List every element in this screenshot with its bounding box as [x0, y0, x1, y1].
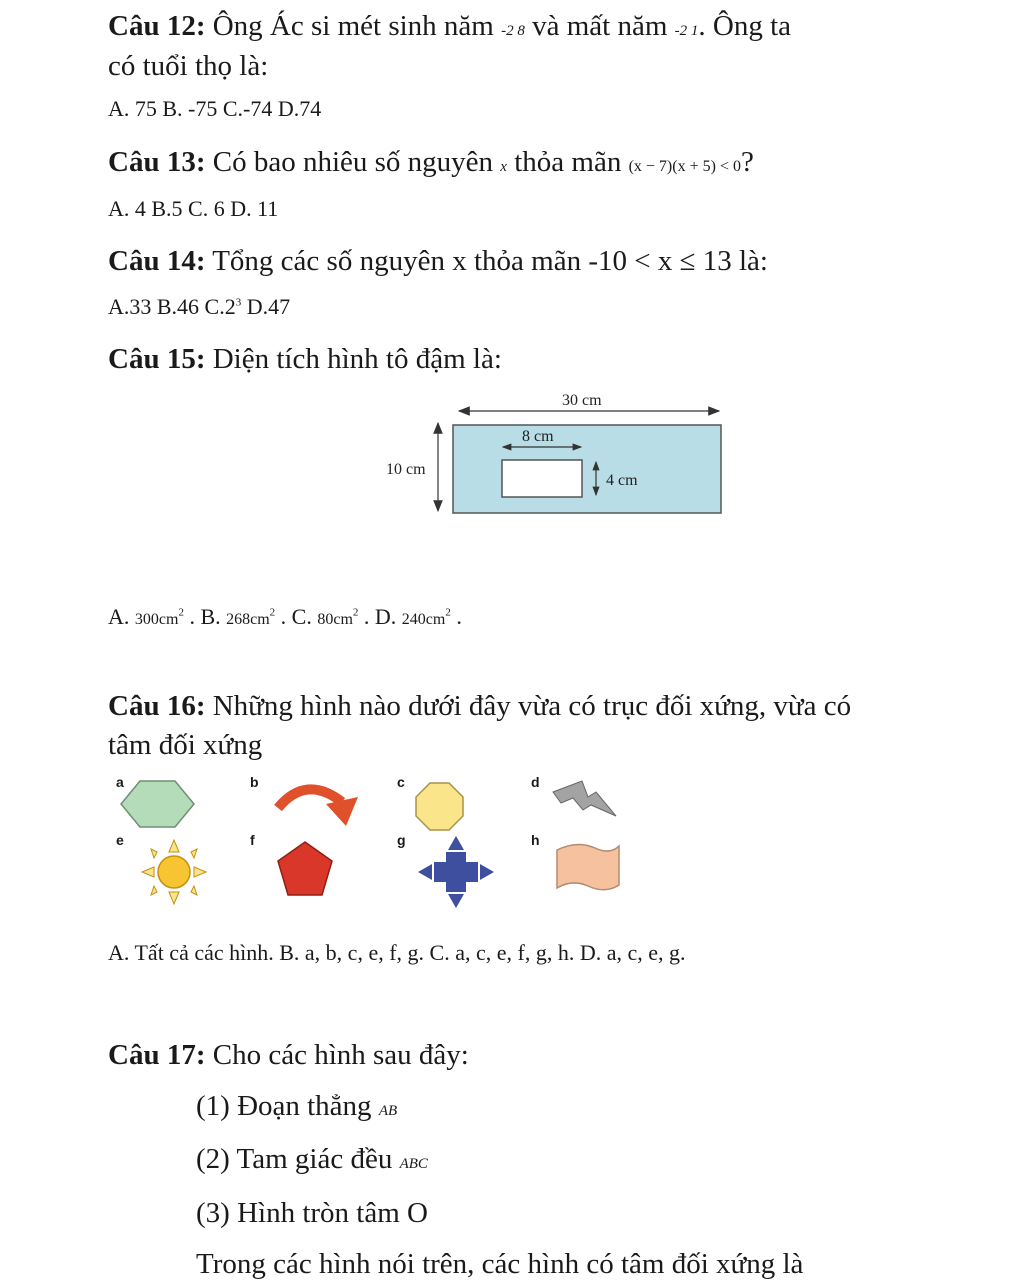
q12-options: A. 75 B. -75 C.-74 D.74	[108, 96, 322, 121]
q14-options-b: D.47	[241, 294, 291, 319]
flag-shape	[557, 844, 619, 889]
hexagon-shape	[121, 781, 194, 827]
inner-width-label: 8 cm	[522, 428, 554, 445]
q15-options	[108, 606, 462, 628]
q16-line1	[108, 692, 851, 721]
q13-options: A. 4 B.5 C. 6 D. 11	[108, 196, 279, 221]
outer-rectangle	[453, 425, 721, 513]
inner-rectangle	[502, 460, 582, 497]
q12-label: Câu 12:	[108, 10, 206, 42]
q14-label: Câu 14:	[108, 245, 206, 277]
q12-text-a: Ông Ác si mét sinh năm	[212, 10, 494, 42]
q13-expr: (x − 7)(x + 5) < 0	[628, 158, 741, 175]
shape-label-f: f	[250, 832, 255, 848]
shape-label-e: e	[116, 832, 124, 848]
q15-opt-c-value: 80cm	[317, 611, 353, 628]
q17-text: Cho các hình sau đây:	[212, 1039, 469, 1071]
q15-text: Diện tích hình tô đậm là:	[212, 343, 502, 375]
q13-var: x	[500, 159, 507, 175]
cross-arrow-shape	[418, 836, 494, 908]
height-label: 10 cm	[386, 461, 426, 478]
q17-label: Câu 17:	[108, 1039, 206, 1071]
q13-text-a: Có bao nhiêu số nguyên	[212, 146, 494, 178]
shape-label-b: b	[250, 774, 259, 790]
q12-year-death: -2 1	[674, 23, 699, 39]
q17-item-3-text: (3) Hình tròn tâm O	[196, 1197, 428, 1229]
q17-item-1-math: AB	[378, 1103, 398, 1119]
q15-label: Câu 15:	[108, 343, 206, 375]
q15-opt-b-value: 268cm	[226, 611, 270, 628]
q15-figure	[370, 385, 740, 525]
q15-opt-d-exp: 2	[445, 606, 451, 619]
pentagon-shape	[278, 842, 332, 895]
q15-opt-d-value: 240cm	[401, 611, 446, 628]
q14-line1	[108, 247, 768, 276]
octagon-shape	[416, 783, 463, 830]
q12-text-c: . Ông ta	[698, 10, 792, 42]
q16-shapes	[120, 770, 640, 915]
q17-item-2-text: (2) Tam giác đều	[196, 1143, 393, 1175]
shape-label-c: c	[397, 774, 405, 790]
q13-label: Câu 13:	[108, 146, 206, 178]
q15-opt-a-suffix: . B.	[189, 604, 221, 629]
q14-text: Tổng các số nguyên x thỏa mãn -10 < x ≤ 13 là:	[212, 245, 768, 277]
q15-opt-a-exp: 2	[178, 606, 184, 619]
shape-label-d: d	[531, 774, 540, 790]
shape-label-a: a	[116, 774, 124, 790]
q14-options	[108, 296, 290, 318]
lightning-bolt-shape	[553, 781, 616, 816]
curved-arrow-shape	[278, 789, 358, 826]
q12-line1	[108, 12, 791, 41]
q14-options-a: A.33 B.46 C.2	[108, 294, 236, 319]
q15-opt-a-value: 300cm	[134, 611, 179, 628]
q15-opt-d-suffix: .	[456, 604, 462, 629]
q15-opt-c-exp: 2	[352, 606, 359, 619]
q15-opt-b-exp: 2	[269, 606, 276, 619]
q17-item-2-math: ABC	[399, 1156, 428, 1172]
q15-opt-a-prefix: A.	[108, 604, 130, 629]
q17-line1	[108, 1041, 469, 1070]
q16-line2: tâm đối xứng	[108, 729, 263, 761]
shape-label-g: g	[397, 832, 406, 848]
q17-item-1-text: (1) Đoạn thẳng	[196, 1090, 372, 1122]
q16-options: A. Tất cả các hình. B. a, b, c, e, f, g. C. a, c, e, f, g, h. D. a, c, e, g.	[108, 940, 686, 965]
q16-label: Câu 16:	[108, 690, 206, 722]
q12-text-b: và mất năm	[532, 10, 668, 42]
q17-item-2	[196, 1145, 428, 1174]
inner-height-label: 4 cm	[606, 472, 638, 489]
q13-text-b: thỏa mãn	[514, 146, 622, 178]
shape-label-h: h	[531, 832, 540, 848]
q15-opt-c-suffix: . D.	[363, 604, 397, 629]
sun-shape	[142, 840, 206, 904]
q13-qmark: ?	[740, 146, 754, 178]
q13-line1	[108, 148, 754, 177]
q17-last-line: Trong các hình nói trên, các hình có tâm đối xứng là	[196, 1248, 804, 1280]
q15-line1	[108, 345, 502, 374]
q17-item-3	[196, 1199, 428, 1228]
width-label: 30 cm	[562, 392, 602, 409]
q15-opt-b-suffix: . C.	[280, 604, 312, 629]
q16-text: Những hình nào dưới đây vừa có trục đối xứng, vừa có	[212, 690, 852, 722]
q14-options-exp: 3	[235, 296, 242, 309]
q12-line2: có tuổi thọ là:	[108, 50, 269, 82]
q17-item-1	[196, 1092, 397, 1121]
q12-year-birth: -2 8	[501, 23, 525, 39]
